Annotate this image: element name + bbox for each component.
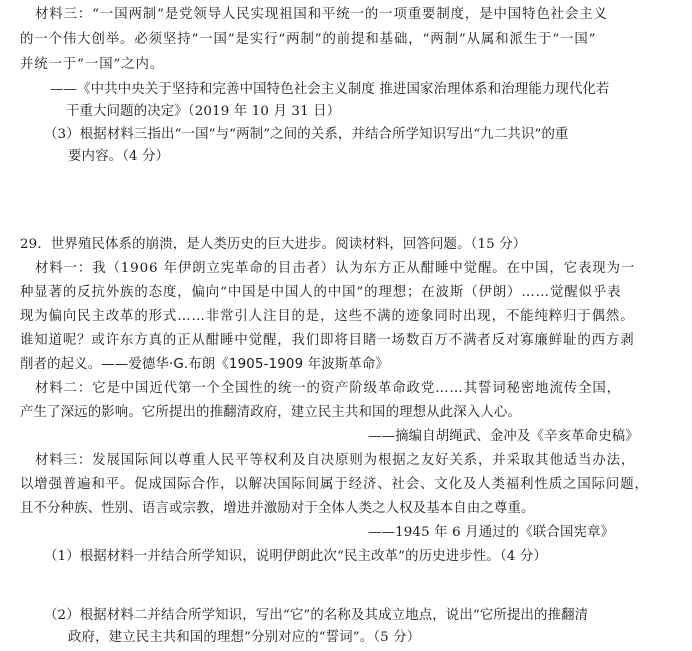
q29-material1-line-5 (20, 356, 389, 374)
q29-material1-last: 削者的起义。 (20, 357, 102, 372)
q29-material1-source: ——爱德华·G.布朗《1905-1909 年波斯革命》 (101, 357, 389, 372)
q28-material3-line-2: 的一个伟大创举。必须坚持“一国”是实行“两制”的前提和基础，“两制”从属和派生于“一国” (20, 32, 597, 47)
q29-material3-line-3: 且不分种族、性别、语言或宗教，增进并激励对于全体人类之人权及基本自由之尊重。 (20, 501, 535, 516)
q29-material2-line-1: 材料二：它是中国近代第一个全国性的统一的资产阶级革命政党……其誓词秘密地流传全国， (35, 381, 621, 396)
q29-material1-line-2: 种显著的反抗外族的态度，偏向“中国是中国人的中国”的理想；在波斯（伊朗）……觉醒似乎表 (20, 285, 622, 300)
q29-material2-line-2: 产生了深远的影响。它所提出的推翻清政府，建立民主共和国的理想从此深入人心。 (20, 405, 522, 420)
q28-source-line-2: 干重大问题的决定》（2019 年 10 月 31 日） (66, 104, 341, 119)
q29-material3-line-2: 以增强普遍和平。促成国际合作，以解决国际间属于经济、社会、文化及人类福利性质之国际问题， (20, 477, 649, 492)
q28-source-line-1: ——《中共中央关于坚持和完善中国特色社会主义制度 推进国家治理体系和治理能力现代化若 (50, 82, 610, 97)
q28-question3-line-1: （3）根据材料三指出“一国”与“两制”之间的关系，并结合所学知识写出“九二共识”的重 (44, 127, 569, 142)
q29-question2-line-1: （2）根据材料二并结合所学知识，写出“它”的名称及其成立地点，说出“它所提出的推翻清 (44, 608, 589, 623)
q28-material3-line-3: 并统一于“一国”之内。 (20, 57, 165, 72)
q28-material3-line-1: 材料三：“一国两制”是党领导人民实现祖国和平统一的一项重要制度，是中国特色社会主义 (35, 7, 608, 22)
q29-material3-line-1: 材料三：发展国际间以尊重人民平等权利及自决原则为根据之友好关系，并采取其他适当办法， (35, 453, 636, 468)
q29-question2-line-2: 政府，建立民主共和国的理想”分别对应的“誓词”。（5 分） (68, 630, 421, 645)
q29-material1-line-4: 谁知道呢？或许东方真的正从酣睡中觉醒，我们即将目睹一场数百万不满者反对寡廉鲜耻的西方剥 (20, 333, 635, 348)
q29-material3-source: ——1945 年 6 月通过的《联合国宪章》 (368, 525, 615, 540)
q28-question3-line-2: 要内容。（4 分） (68, 149, 170, 164)
q29-question1: （1）根据材料一并结合所学知识，说明伊朗此次“民主改革”的历史进步性。（4 分） (44, 549, 547, 564)
q29-heading: 29．世界殖民体系的崩溃，是人类历史的巨大进步。阅读材料，回答问题。（15 分） (20, 237, 527, 252)
q29-material1-line-1: 材料一：我（1906 年伊朗立宪革命的目击者）认为东方正从酣睡中觉醒。在中国，它表现为一 (35, 261, 636, 276)
q29-material1-line-3: 现为偏向民主改革的形式……非常引人注目的是，这些不满的迹象同时出现，不能纯粹归于偶然。 (20, 309, 635, 324)
q29-material2-source: ——摘编自胡绳武、金冲及《辛亥革命史稿》 (368, 429, 639, 444)
